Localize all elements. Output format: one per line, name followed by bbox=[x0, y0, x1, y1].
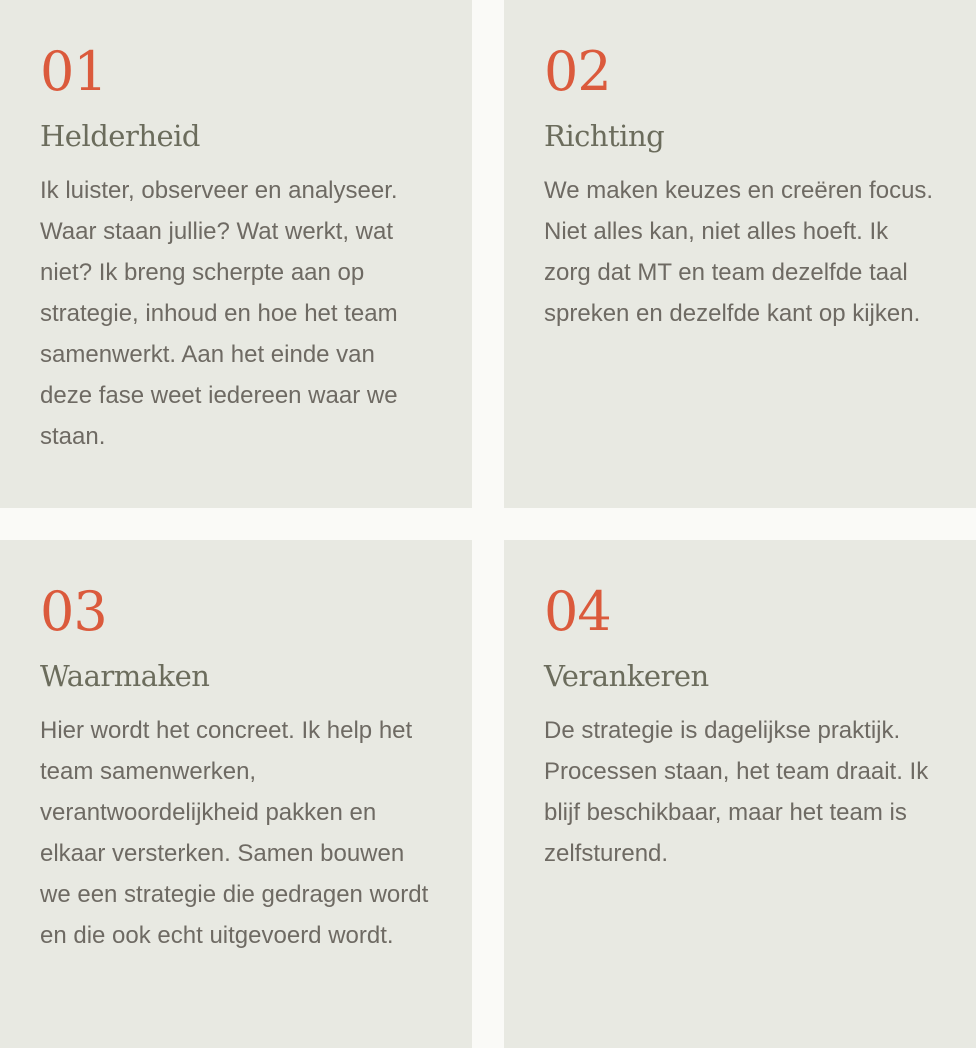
phase-number: 04 bbox=[544, 580, 611, 643]
phase-description: Hier wordt het concreet. Ik help het team samenwerken, verantwoordelijkheid pakken en elkaar versterken. Samen bouwen we een strategie die gedragen wordt en die ook echt uitgevoerd wordt. bbox=[40, 717, 429, 949]
phase-card-richting bbox=[504, 0, 976, 508]
phase-card-helderheid bbox=[0, 0, 472, 508]
phase-number: 03 bbox=[40, 580, 107, 643]
phase-title: Waarmaken bbox=[40, 659, 210, 693]
phase-number: 02 bbox=[544, 40, 611, 103]
phase-number: 01 bbox=[40, 40, 107, 103]
phase-title: Verankeren bbox=[544, 659, 709, 693]
phase-card-verankeren bbox=[504, 540, 976, 1048]
phase-title: Richting bbox=[544, 119, 665, 153]
phase-card-waarmaken bbox=[0, 540, 472, 1048]
phase-description: De strategie is dagelijkse praktijk. Processen staan, het team draait. Ik blijf beschikbaar, maar het team is zelfsturend. bbox=[544, 717, 929, 867]
phase-description: We maken keuzes en creëren focus. Niet alles kan, niet alles hoeft. Ik zorg dat MT en team dezelfde taal spreken en dezelfde kant op kijken. bbox=[544, 177, 934, 327]
phase-description: Ik luister, observeer en analyseer. Waar staan jullie? Wat werkt, wat niet? Ik breng scherpte aan op strategie, inhoud en hoe het team samenwerkt. Aan het einde van deze fase weet iedereen waar we staan. bbox=[40, 177, 398, 450]
phase-title: Helderheid bbox=[40, 119, 200, 153]
